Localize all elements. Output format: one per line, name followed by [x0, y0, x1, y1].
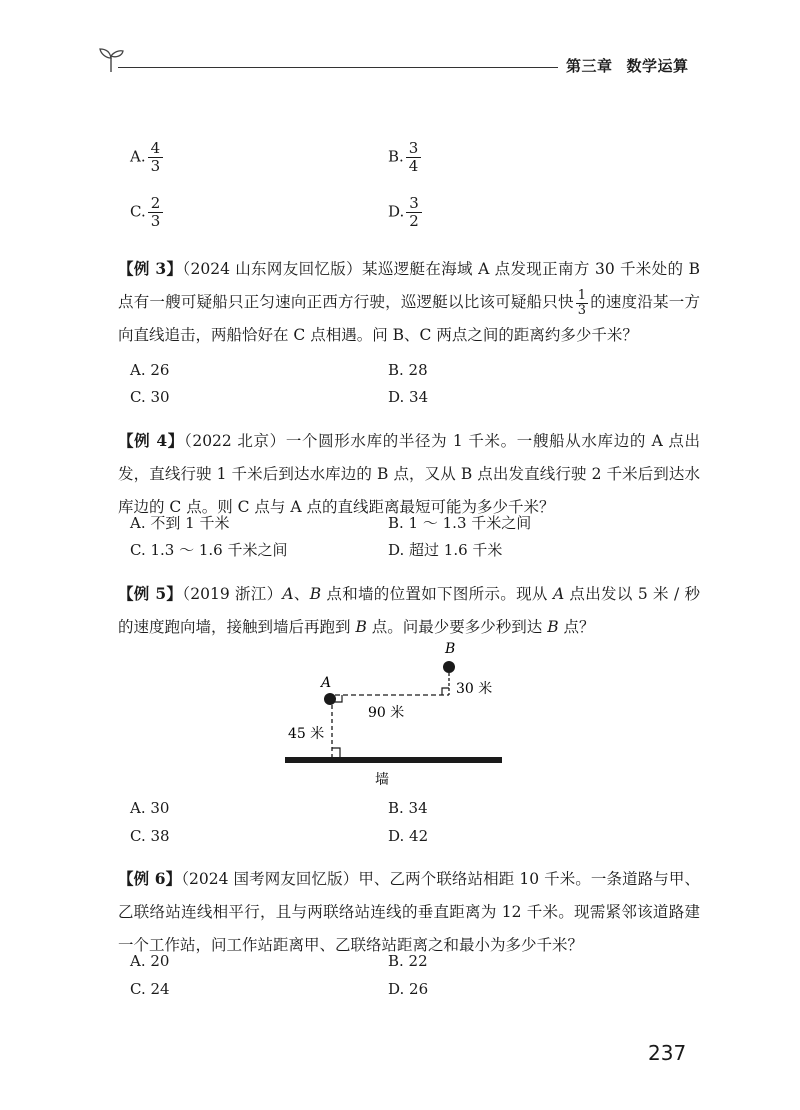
- header-rule: [118, 67, 558, 68]
- ex5-option-b: B. 34: [388, 799, 428, 817]
- label-b: B: [445, 641, 456, 657]
- ex6-option-b: B. 22: [388, 952, 428, 970]
- ex4-option-d: D. 超过 1.6 千米: [388, 541, 503, 559]
- right-angle-a: [335, 695, 342, 702]
- ex4-option-b: B. 1 ～ 1.3 千米之间: [388, 514, 532, 532]
- ex3-option-a: A. 26: [130, 361, 170, 379]
- label-wall: 墙: [375, 772, 389, 788]
- chapter-subject: 数学运算: [626, 57, 689, 75]
- ex5-option-a: A. 30: [130, 799, 170, 817]
- ex3-option-d: D. 34: [388, 388, 429, 406]
- example-4-text: 【例 4】（2022 北京）一个圆形水库的半径为 1 千米。一艘船从水库边的 A 点出发，直线行驶 1 千米后到达水库边的 B 点，又从 B 点出发直线行驶 2 千米后到达水库边的 C 点。则 C 点与 A 点的直线距离最短可能为多少千米？: [118, 431, 700, 516]
- example-5-text: 【例 5】（2019 浙江）A、B 点和墙的位置如下图所示。现从 A 点出发以 5 米 / 秒的速度跑向墙，接触到墙后再跑到 B 点。问最少要多少秒到达 B 点？: [118, 584, 700, 636]
- ex6-option-a: A. 20: [130, 952, 170, 970]
- label-30m: 30 米: [456, 681, 493, 697]
- wall-bar: [285, 757, 502, 763]
- page-number: 237: [648, 1041, 687, 1065]
- ex4-option-a: A. 不到 1 千米: [130, 514, 230, 532]
- ex3-option-b: B. 28: [388, 361, 428, 379]
- right-angle-b: [442, 688, 449, 695]
- ex5-option-d: D. 42: [388, 827, 429, 845]
- ex3-option-c: C. 30: [130, 388, 170, 406]
- label-a: A: [321, 675, 332, 691]
- wall-diagram: [270, 638, 520, 798]
- ex6-option-d: D. 26: [388, 980, 429, 998]
- right-angle-wall: [332, 748, 340, 757]
- example-3-text: 【例 3】（2024 山东网友回忆版）某巡逻艇在海域 A 点发现正南方 30 千米处的 B 点有一艘可疑船只正匀速向正西方行驶，巡逻艇以比该可疑船只快 $\frac{1}{3}$ 的速度沿某一方向直线追击，两船恰好在 C 点相遇。问 B、C 两点之间的距离约多少千米？: [118, 259, 700, 344]
- chapter-number: 第三章: [566, 57, 613, 75]
- sprout-icon: [96, 44, 126, 74]
- q2-option-d: D. $\frac{3}{2}$: [388, 195, 422, 230]
- q2-option-a: A. $\frac{4}{3}$: [130, 140, 163, 175]
- point-a: [324, 693, 336, 705]
- ex6-option-c: C. 24: [130, 980, 170, 998]
- ex5-option-c: C. 38: [130, 827, 170, 845]
- q2-option-c: C. $\frac{2}{3}$: [130, 195, 163, 230]
- point-b: [443, 661, 455, 673]
- q2-option-b: B. $\frac{3}{4}$: [388, 140, 421, 175]
- label-90m: 90 米: [368, 705, 405, 721]
- example-6-text: 【例 6】（2024 国考网友回忆版）甲、乙两个联络站相距 10 千米。一条道路与甲、乙联络站连线相平行，且与两联络站连线的垂直距离为 12 千米。现需紧邻该道路建一个工作站，问工作站距离甲、乙联络站距离之和最小为多少千米？: [118, 869, 700, 954]
- ex4-option-c: C. 1.3 ～ 1.6 千米之间: [130, 541, 288, 559]
- label-45m: 45 米: [288, 726, 325, 742]
- chapter-header: [566, 55, 689, 76]
